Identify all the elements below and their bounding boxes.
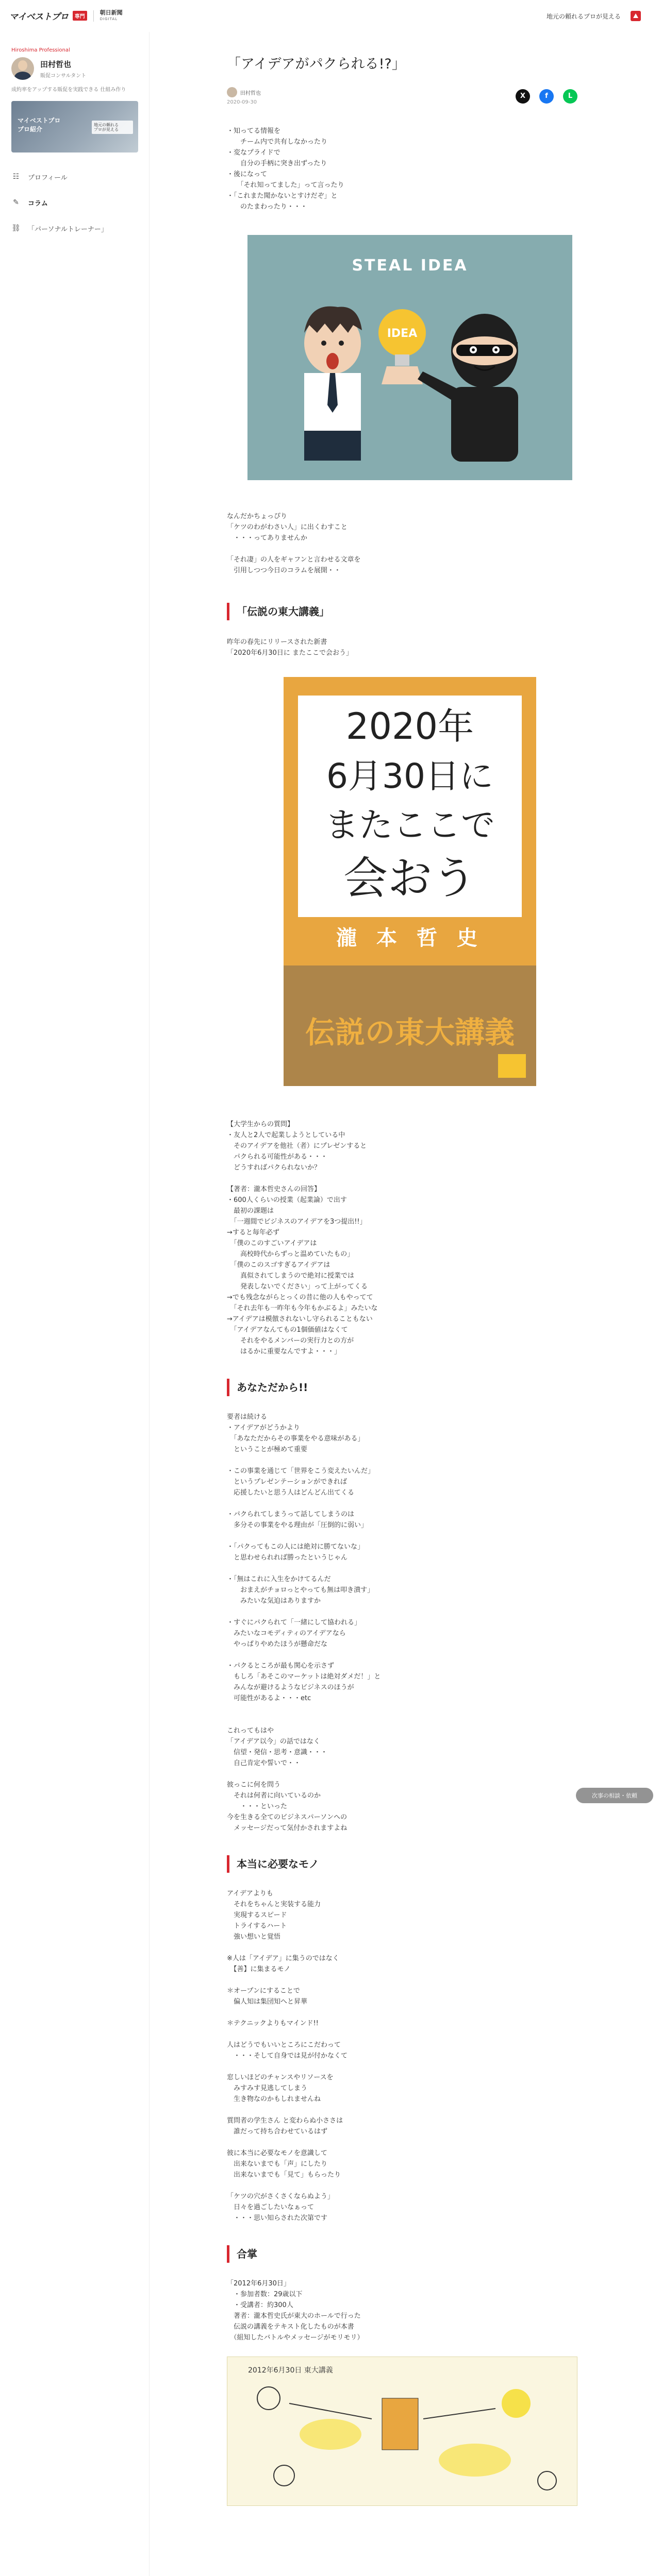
lecture-board-art: [227, 2357, 577, 2506]
sidebar-item-link[interactable]: [11, 215, 138, 241]
lecture-qa-text: 【大学生からの質問】 ・友人と2人で起業しようとしている中 そのアイデアを他社（者）にプレゼンすると パクられる可能性がある・・・ どうすればパクられないか？ 【著者：瀧本哲史さんの回答】 ・600人くらいの授業（起業論）で出す 最初の課題は 「一週間でビジネスのアイデアを3つ提出!!」 →すると毎年必ず 「僕のこのすごいアイデアは 高校時代からずっと温めていたもの」 「僕のこのスゴすぎるアイデアは 真似されてしまうので絶対に授業では 発表しないでください」って上がってくる →でも残念ながらとっくの昔に他の人もやってて 「それ去年も一昨年も今年もかぶるよ」みたいな →アイデアは模倣されないし守られることもない 「アイデアなんてもの1個価値はなくて それをやるメンバーの実行力との方が はるかに重要なんですよ・・・」: [227, 1121, 378, 1355]
section-heading-3: 本当に必要なモノ: [227, 1855, 577, 1873]
section-heading-4: 合掌: [227, 2245, 577, 2263]
book-line-1: 2020年: [345, 705, 474, 748]
article-intro: ・知ってる情報を チーム内で共有しなかったり ・変なプライドで 自分の手柄に突き出ずったり ・後になって 「それ知ってました」って言ったり ・「これまた聞かないとすけだぞ」と のたまわったり・・・: [227, 127, 344, 211]
article-meta: [227, 87, 577, 105]
share-buttons: [516, 89, 577, 104]
sidebar-nav: [11, 164, 138, 241]
book-bottom-title: 伝説の東大講義: [305, 1015, 515, 1050]
site-header: [0, 0, 662, 32]
sidebar-item-profile[interactable]: [11, 164, 138, 190]
logo-badge: 専門: [73, 11, 87, 21]
profile-icon: ☷: [12, 173, 20, 181]
sidebar-pro-role: 販促コンサルタント: [40, 73, 87, 79]
site-logo[interactable]: [9, 9, 123, 22]
sidebar-region-tag: Hiroshima Professional: [11, 47, 70, 53]
sidebar-item-column[interactable]: [11, 190, 138, 215]
article: [227, 32, 577, 2506]
partner-sub: DIGITAL: [100, 16, 118, 21]
book-author: 瀧 本 哲 史: [336, 926, 484, 950]
sidebar: [0, 32, 150, 2576]
sidebar-pro-name[interactable]: 田村哲也: [40, 59, 72, 69]
sidebar-item-label: コラム: [28, 199, 48, 208]
book-cover-image: [284, 677, 536, 1086]
section-heading-2: あなただから!!: [227, 1379, 577, 1396]
steal-idea-image: [247, 235, 572, 480]
article-date: 2020-09-30: [227, 99, 257, 105]
column-icon: ✎: [13, 198, 19, 207]
sidebar-banner-box: 地元の頼れる プロが見える: [92, 121, 133, 134]
article-author-block: [227, 87, 261, 105]
logo-text: マイベストプロ: [9, 12, 69, 22]
partner-name: 朝日新聞: [100, 9, 123, 16]
logo-divider: [93, 10, 94, 22]
avatar[interactable]: [11, 57, 34, 80]
board-title: 2012年6月30日 東大講義: [248, 2366, 333, 2375]
book-line-3: またここで: [325, 805, 495, 845]
share-x-button[interactable]: X: [516, 89, 530, 104]
sidebar-profile-text: [40, 59, 86, 79]
author-avatar: [227, 87, 237, 97]
book-intro-text: 昨年の春先にリリースされた新書 「2020年6月30日に またここで会おう」: [227, 638, 353, 657]
book-cover-art: [284, 677, 536, 1086]
article-author[interactable]: [227, 87, 261, 97]
author-name: 田村哲也: [240, 90, 261, 96]
partner-logo: [100, 10, 123, 22]
sidebar-profile[interactable]: [11, 57, 138, 80]
idea-label: IDEA: [387, 327, 418, 340]
link-icon: ⛓: [11, 224, 21, 232]
lecture-board-image: [227, 2357, 577, 2506]
sidebar-banner-text: マイベストプロ プロ紹介: [18, 117, 61, 133]
section-2-text: 要者は続ける ・アイデアがどうかより 「あなただからその事業をやる意味がある」 ということが極めて重要 ・この事業を通じて「世界をこう変えたいんだ」 というプレゼンテーションができれば 応援したいと思う人はどんどん出てくる ・パクられてしまうって話してしまうのは 多分その事業をやる理由が「圧倒的に弱い」 ・「パクってもこの人には絶対に勝てないな」 と思わせられれば勝ったというじゃん ・「無はこれに入生をかけてるんだ おまえがチョロっとやっても無は叩き潰す」 みたいな気迫はありますか ・すぐにパクられて「一緒にして協われる」 みたいなコモディティのアイデアなら やっぱりやめたほうが懸命だな ・パクるところが最も関心を示さず もしろ「あそこのマーケットは絶対ダメだ！」と みんなが避けるようなビジネスのほうが 可能性があるよ・・・etc これってもはや 「アイデア以今」の話ではなく 信望・発信・思考・意識・・・ 自己肯定や誓いで・・ 彼っこに何を問う それは何者に向いているのか ・・・といった 今を生きる全てのビジネスパーソンへの メッセージだって気付かされますよね: [227, 1413, 381, 1832]
sidebar-item-label: プロフィール: [28, 174, 68, 182]
header-right: [547, 10, 641, 22]
after-image-text: なんだかちょっぴり 「ケツのわがわさい人」に出くわすこと ・・・ってありませんか 「それ凄」の人をギャフンと言わせる文章を 引用しつつ今日のコラムを展開・・: [227, 513, 361, 574]
consult-request-button[interactable]: 次事の相談・依頼: [576, 1788, 653, 1803]
book-line-4: 会おう: [343, 853, 476, 904]
section-3-text: アイデアよりも それをちゃんと実装する能力 実現するスピード トライするハート 強い想いと覚悟 ※人は「アイデア」に集うのではなく 【善】に集まるモノ ＊オープンにすることで 偏人知は集団知へと昇華 ＊テクニックよりもマインド!! 人はどうでもいいところにこだわって ・・・そして自身では見が付かなくて 窓しいほどのチャンスやリソースを みすみす見逃してしまう 生き物なのかもしれませんね 質問者の学生さん と変わらぬ小ささは 誰だって持ち合わせているはず 彼に本当に必要なモノを意識して 出来ないまでも「声」にしたり 出来ないまでも「見て」もらったり 「ケツの穴がさくさくならぬよう」 日々を過ごしたいなぁって ・・・思い知らされた次第です: [227, 1890, 348, 2222]
sidebar-pro-desc: 成約率をアップする販促を実践できる 仕組み作り: [11, 87, 126, 93]
page-title: 「アイデアがパクられる!?」: [227, 56, 406, 72]
steal-idea-illustration: [247, 235, 572, 480]
share-line-button[interactable]: L: [563, 89, 577, 104]
section-4-text: 「2012年6月30日」 ・参加者数：29歳以下 ・受講者：約300人 著者：瀧本哲史氏が東大のホールで行った 伝説の講義をテキスト化したものが本書 （組知したバトルやメッセージがモリモリ）: [227, 2280, 364, 2342]
book-line-2: 6月30日に: [326, 756, 493, 796]
section-heading-1: 「伝説の東大講義」: [227, 603, 577, 620]
steal-idea-title: STEAL IDEA: [352, 257, 468, 275]
sidebar-banner[interactable]: [11, 101, 138, 152]
header-link[interactable]: 地元の頼れるプロが見える: [546, 12, 621, 20]
share-facebook-button[interactable]: f: [539, 89, 554, 104]
sidebar-item-label: 「パーソナルトレーナー」: [28, 225, 108, 233]
pro-logo-icon[interactable]: [630, 10, 641, 22]
